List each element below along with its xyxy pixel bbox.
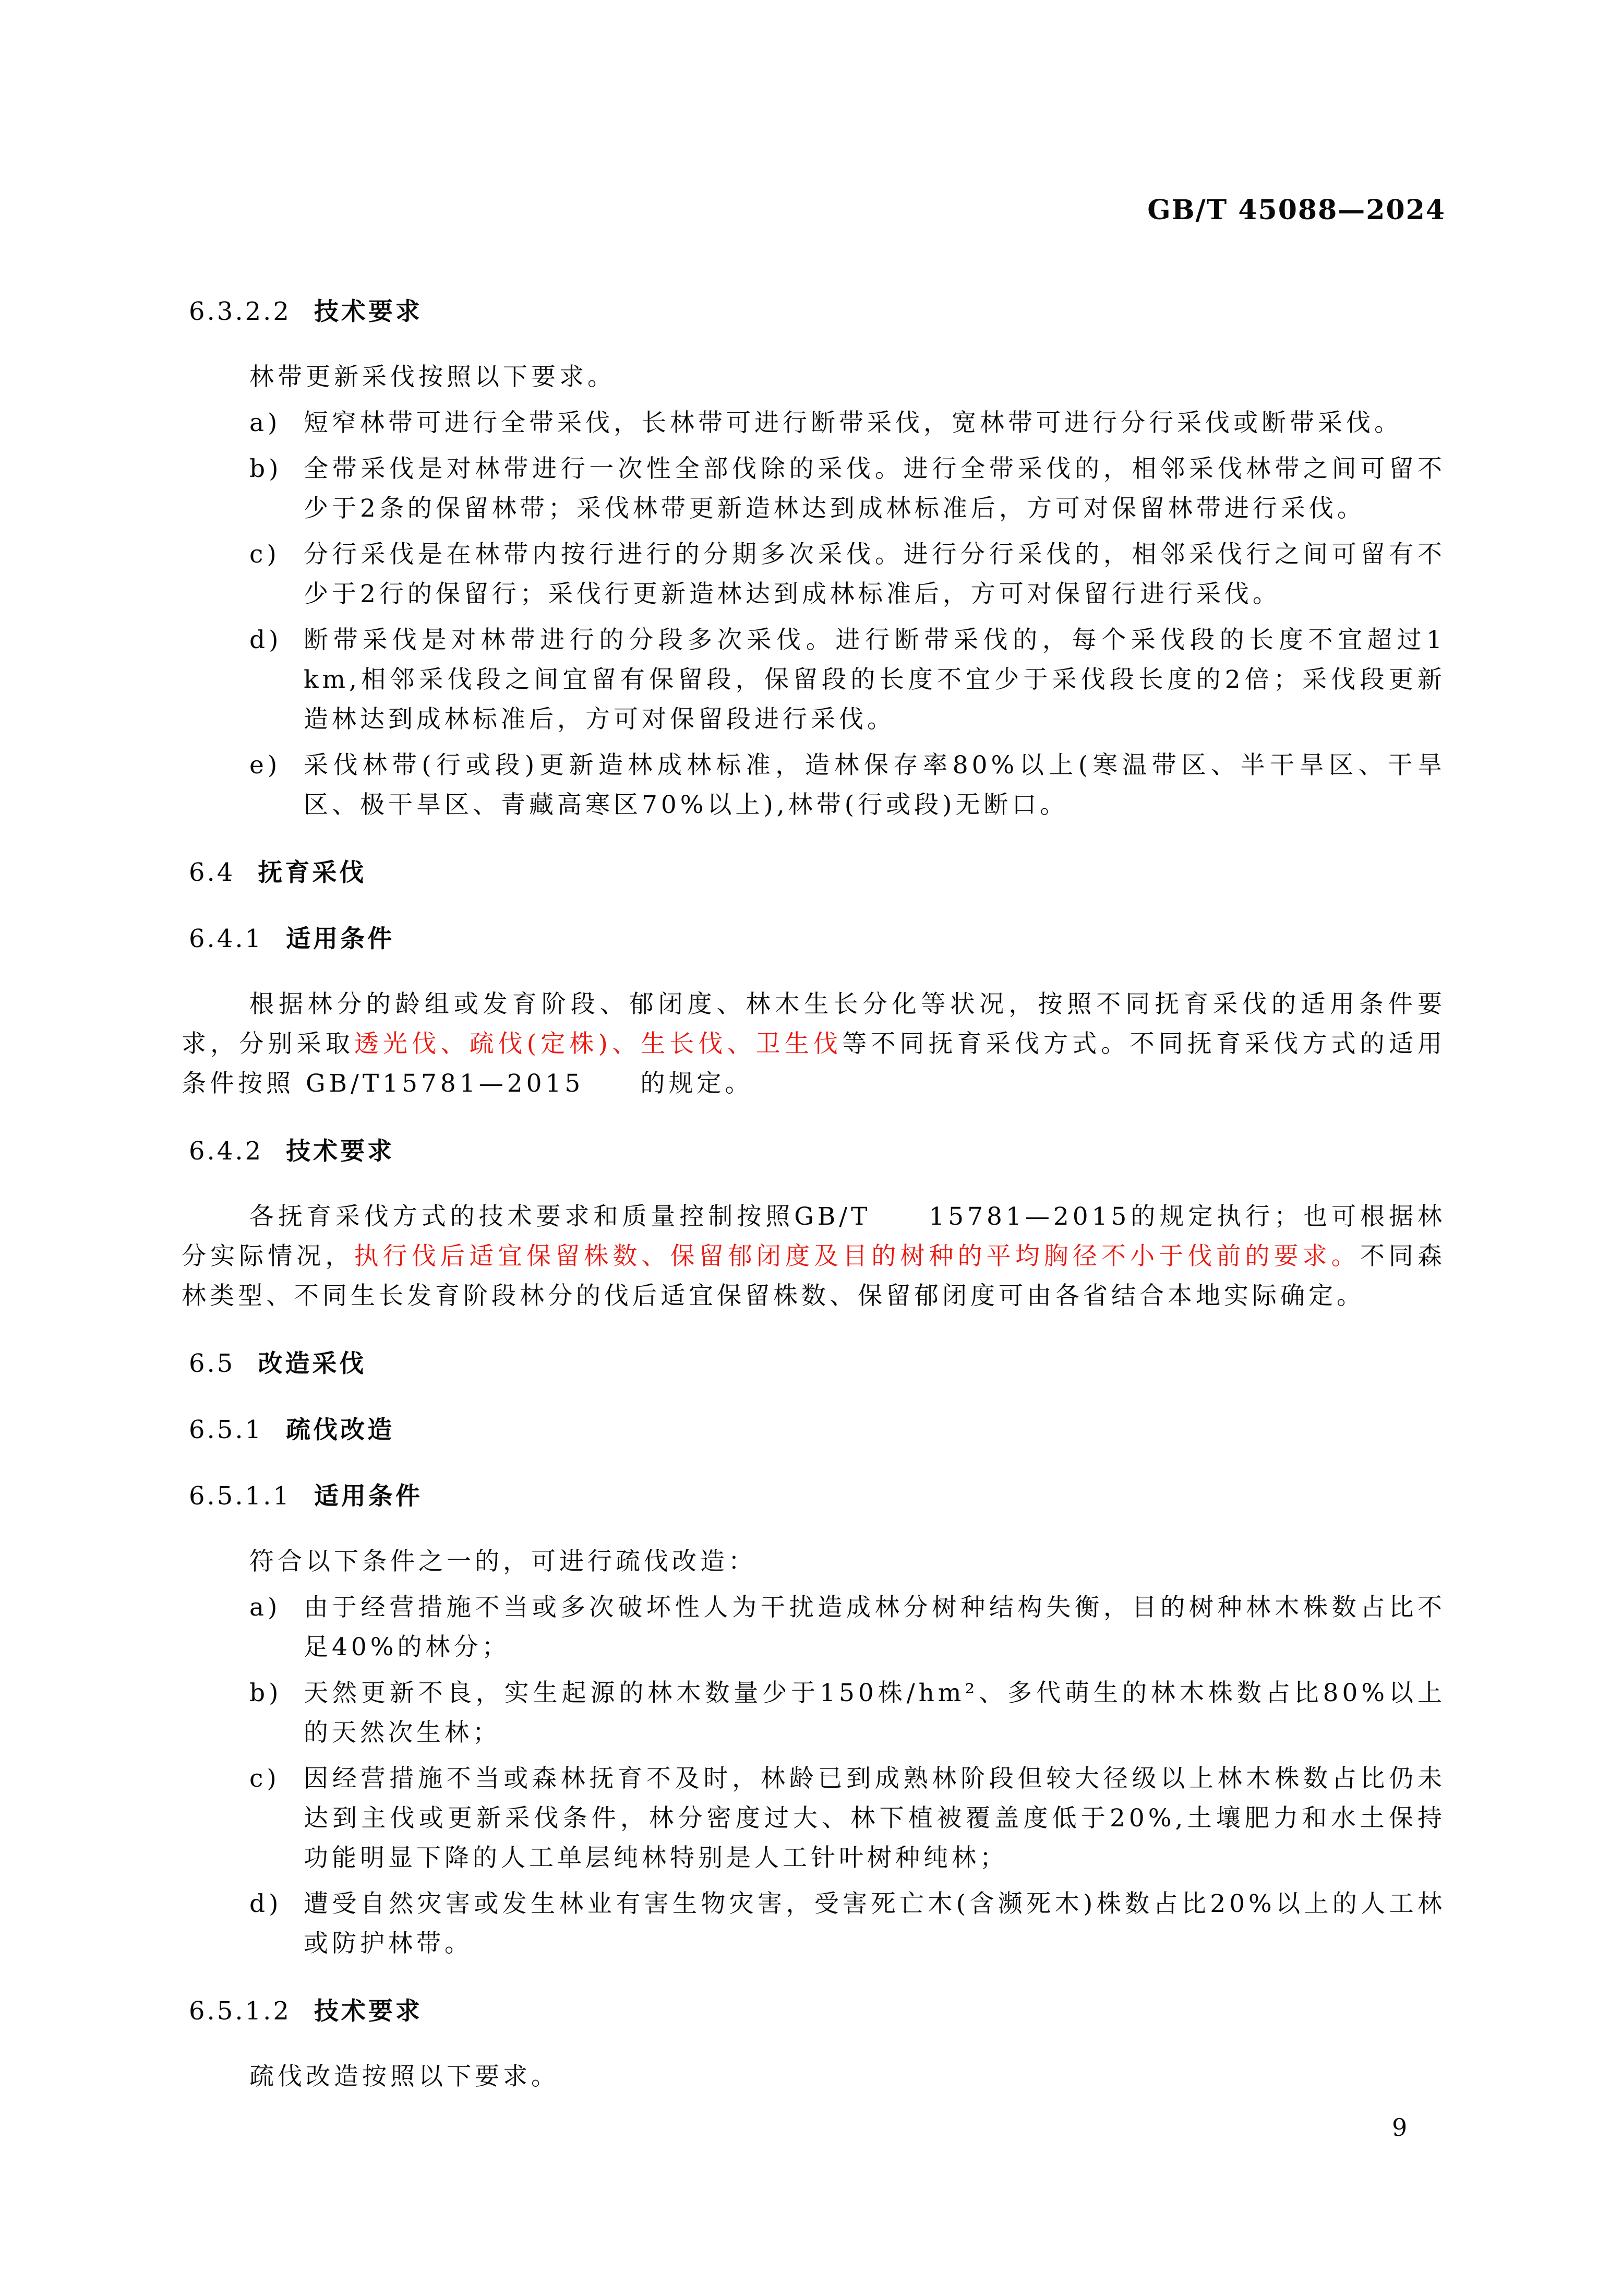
list-item-label: d)	[249, 626, 282, 654]
paragraph	[182, 1197, 1446, 1316]
section-heading	[189, 293, 1446, 330]
body-text: 不同森林类型、不同生长发育阶段林分的伐后适宜保留株数、保留郁闭度可由各省结合本地实际确定。	[182, 1242, 1446, 1310]
list-item	[182, 1884, 1446, 1964]
section-title: 适用条件	[286, 925, 395, 953]
document-content	[182, 293, 1446, 2097]
list-item-body	[304, 535, 1446, 614]
section-heading	[189, 1993, 1446, 2030]
list-item	[182, 1588, 1446, 1667]
section-number: 6.3.2.2	[189, 297, 291, 326]
standard-number-header: GB/T 45088—2024	[1147, 194, 1446, 226]
body-text: 各抚育采伐方式的技术要求和质量控制按照GB/T 15781—2015的规定执行；也可根据林分实际情况，	[182, 1202, 1446, 1271]
list-item-label: a)	[249, 1593, 281, 1622]
section-heading	[189, 920, 1446, 958]
highlighted-text: 透光伐、疏伐(定株)、生长伐、卫生伐	[354, 1030, 843, 1058]
list-item-body	[304, 746, 1446, 825]
paragraph	[182, 985, 1446, 1104]
list-item-label: b)	[249, 455, 282, 483]
list-item	[182, 620, 1446, 739]
body-text: 因经营措施不当或森林抚育不及时，林龄已到成熟林阶段但较大径级以上林木株数占比仍未达到主伐或更新采伐条件，林分密度过大、林下植被覆盖度低于20%,土壤肥力和水土保持功能明显下降的人工单层纯林特别是人工针叶树种纯林；	[304, 1764, 1446, 1872]
section-number: 6.4.1	[189, 924, 263, 953]
body-text: 全带采伐是对林带进行一次性全部伐除的采伐。进行全带采伐的，相邻采伐林带之间可留不少于2条的保留林带；采伐林带更新造林达到成林标准后，方可对保留林带进行采伐。	[304, 455, 1446, 523]
list-item-label: c)	[249, 540, 280, 569]
section-number: 6.5.1.2	[189, 1996, 291, 2026]
list-item-body	[304, 1759, 1446, 1878]
section-number: 6.5.1	[189, 1415, 263, 1444]
body-text: 根据林分的龄组或发育阶段、郁闭度、林木生长分化等状况，按照不同抚育采伐的适用条件要求，分别采取	[182, 990, 1446, 1058]
body-text: 短窄林带可进行全带采伐，长林带可进行断带采伐，宽林带可进行分行采伐或断带采伐。	[304, 409, 1402, 437]
list-item-label: d)	[249, 1890, 282, 1918]
list-item-body	[304, 620, 1446, 739]
list-item-label: c)	[249, 1764, 280, 1793]
body-text: 遭受自然灾害或发生林业有害生物灾害，受害死亡木(含濒死木)株数占比20%以上的人工林或防护林带。	[304, 1890, 1446, 1958]
list-item-body	[304, 1884, 1446, 1964]
paragraph	[182, 1542, 1446, 1582]
ordered-list	[182, 403, 1446, 825]
section-title: 技术要求	[286, 1137, 395, 1166]
list-item	[182, 1759, 1446, 1878]
body-text: 采伐林带(行或段)更新造林成林标准，造林保存率80%以上(寒温带区、半干旱区、干旱区、极干旱区、青藏高寒区70%以上),林带(行或段)无断口。	[304, 751, 1446, 819]
list-item-body	[304, 449, 1446, 529]
section-number: 6.4	[189, 858, 235, 887]
paragraph	[182, 2057, 1446, 2097]
list-item-body	[304, 1673, 1446, 1753]
section-heading	[189, 1412, 1446, 1449]
body-text: 天然更新不良，实生起源的林木数量少于150株/hm²、多代萌生的林木株数占比80%以上的天然次生林；	[304, 1679, 1446, 1747]
list-item-label: e)	[249, 751, 281, 780]
body-text: 分行采伐是在林带内按行进行的分期多次采伐。进行分行采伐的，相邻采伐行之间可留有不少于2行的保留行；采伐行更新造林达到成林标准后，方可对保留行进行采伐。	[304, 540, 1446, 608]
section-number: 6.4.2	[189, 1137, 263, 1166]
body-text: 符合以下条件之一的，可进行疏伐改造：	[249, 1547, 756, 1576]
section-number: 6.5.1.1	[189, 1481, 291, 1511]
body-text: 断带采伐是对林带进行的分段多次采伐。进行断带采伐的，每个采伐段的长度不宜超过1 km,相邻采伐段之间宜留有保留段，保留段的长度不宜少于采伐段长度的2倍；采伐段更新造林达到成林标准后，方可对保留段进行采伐。	[304, 626, 1446, 734]
highlighted-text: 执行伐后适宜保留株数、保留郁闭度及目的树种的平均胸径不小于伐前的要求。	[354, 1242, 1360, 1271]
section-heading	[189, 1478, 1446, 1515]
section-number: 6.5	[189, 1349, 235, 1378]
section-heading	[189, 1133, 1446, 1170]
body-text: 由于经营措施不当或多次破坏性人为干扰造成林分树种结构失衡，目的树种林木株数占比不足40%的林分；	[304, 1593, 1446, 1661]
list-item-label: a)	[249, 409, 281, 437]
section-title: 技术要求	[314, 297, 423, 326]
body-text: 林带更新采伐按照以下要求。	[249, 363, 616, 391]
section-heading	[189, 854, 1446, 891]
body-text: 等不同抚育采伐方式。不同抚育采伐方式的适用条件按照 GB/T15781—2015 的规定。	[182, 1030, 1446, 1098]
paragraph	[182, 357, 1446, 397]
section-title: 疏伐改造	[286, 1416, 395, 1444]
list-item	[182, 746, 1446, 825]
list-item	[182, 403, 1446, 443]
list-item-body	[304, 1588, 1446, 1667]
list-item	[182, 449, 1446, 529]
list-item	[182, 535, 1446, 614]
body-text: 疏伐改造按照以下要求。	[249, 2062, 559, 2091]
section-title: 适用条件	[314, 1482, 423, 1511]
ordered-list	[182, 1588, 1446, 1964]
section-title: 技术要求	[314, 1997, 423, 2026]
section-title: 改造采伐	[258, 1349, 367, 1378]
list-item-label: b)	[249, 1679, 282, 1707]
section-heading	[189, 1345, 1446, 1382]
list-item-body	[304, 403, 1446, 443]
section-title: 抚育采伐	[258, 858, 367, 887]
page-number: 9	[1392, 2113, 1408, 2142]
list-item	[182, 1673, 1446, 1753]
